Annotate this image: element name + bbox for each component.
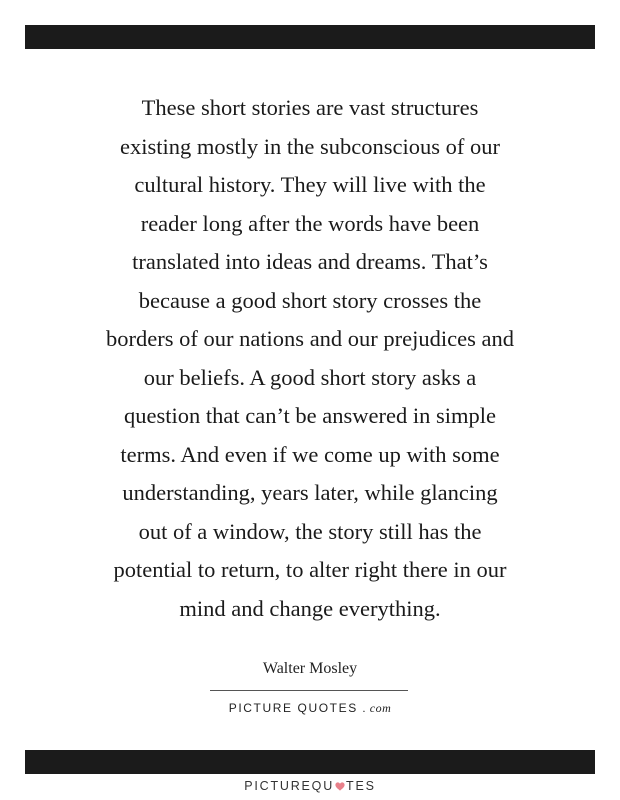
quote-line: reader long after the words have been <box>140 210 480 236</box>
heart-icon <box>335 782 345 791</box>
quote-line: existing mostly in the subconscious of our <box>120 133 500 159</box>
quote-text <box>40 89 580 628</box>
author-divider <box>210 690 408 691</box>
quote-line: terms. And even if we come up with some <box>120 441 500 467</box>
top-bar <box>25 25 595 49</box>
quote-line: borders of our nations and our prejudices and <box>105 326 514 351</box>
site-watermark-suffix: . com <box>362 701 392 715</box>
bottom-bar <box>25 750 595 774</box>
quote-line: translated into ideas and dreams. That’s <box>132 249 488 274</box>
quote-line: potential to return, to alter right there in our <box>113 557 507 582</box>
quote-line: understanding, years later, while glancing <box>122 480 498 505</box>
quote-line: our beliefs. A good short story asks a <box>143 364 477 390</box>
quote-line: cultural history. They will live with the <box>134 172 486 197</box>
quote-line: out of a window, the story still has the <box>138 518 482 544</box>
site-watermark <box>0 701 620 716</box>
footer-brand-start: PICTUREQU <box>244 779 335 793</box>
footer-brand-end: TES <box>346 779 376 793</box>
site-watermark-main: PICTURE QUOTES <box>228 701 358 715</box>
quote-author: Walter Mosley <box>262 660 358 677</box>
quote-line: These short stories are vast structures <box>141 95 479 120</box>
quote-line: mind and change everything. <box>179 595 441 621</box>
quote-line: question that can’t be answered in simple <box>124 403 496 428</box>
quote-line: because a good short story crosses the <box>138 287 482 313</box>
footer-brand <box>0 779 620 793</box>
